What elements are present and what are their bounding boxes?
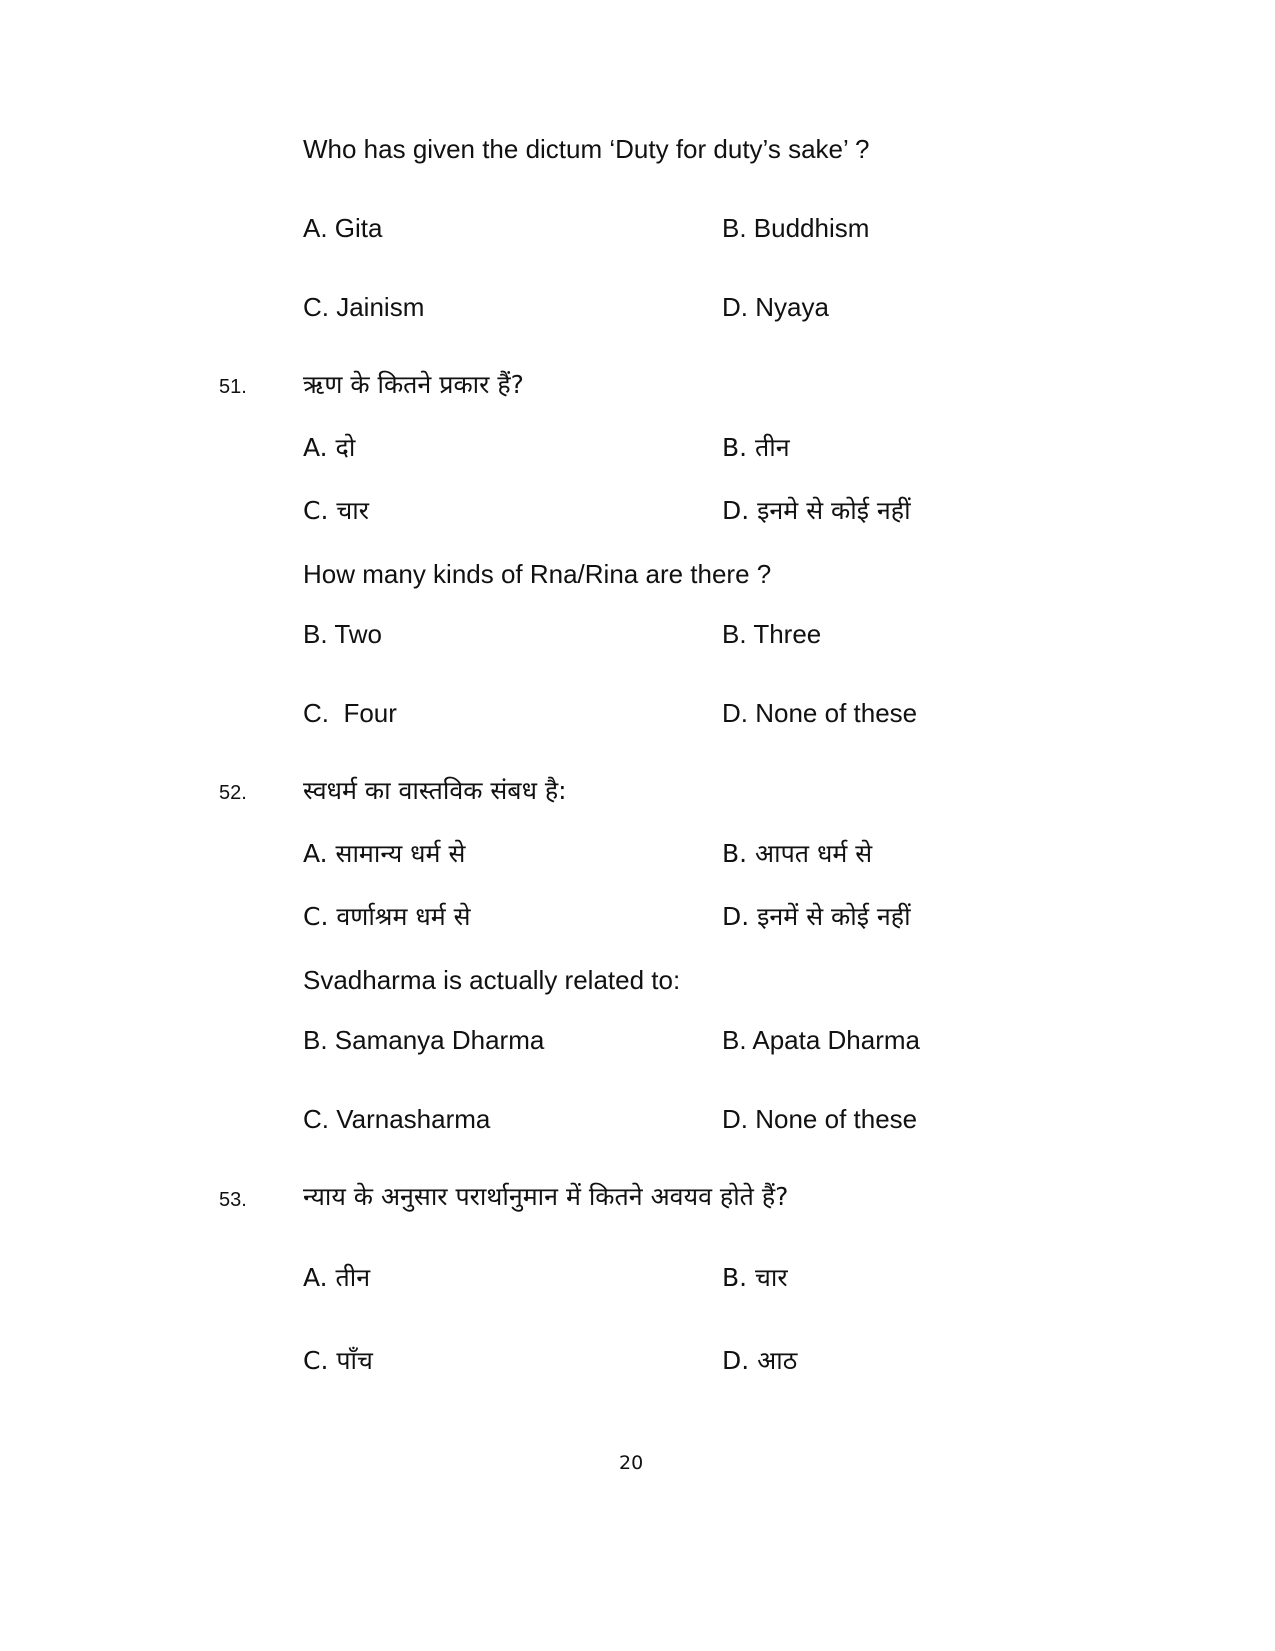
q51-option-c-en: C. Four [303, 698, 397, 728]
q52-option-c-hi: C. वर्णाश्रम धर्म से [303, 902, 471, 931]
q52-option-d-en: D. None of these [722, 1104, 918, 1134]
q50-option-d: D. Nyaya [722, 292, 829, 322]
q52-question-hi: स्वधर्म का वास्तविक संबध है: [303, 776, 567, 805]
q50-question-en: Who has given the dictum ‘Duty for duty’s sake’ ? [303, 134, 870, 164]
q51-option-a-hi: A. दो [303, 433, 356, 462]
q53-option-c-hi: C. पाँच [303, 1346, 373, 1375]
q51-option-a-en: B. Two [303, 619, 383, 649]
q53-option-d-hi: D. आठ [722, 1346, 798, 1375]
q51-option-b-hi: B. तीन [722, 433, 790, 462]
q50-option-b: B. Buddhism [722, 213, 870, 243]
q51-question-en: How many kinds of Rna/Rina are there ? [303, 559, 772, 589]
q52-option-d-hi: D. इनमें से कोई नहीं [722, 902, 911, 931]
q53-option-b-hi: B. चार [722, 1263, 788, 1292]
q52-option-a-hi: A. सामान्य धर्म से [303, 839, 466, 868]
q52-question-en: Svadharma is actually related to: [303, 965, 681, 995]
page-number: 20 [619, 1452, 644, 1474]
q53-question-hi: न्याय के अनुसार परार्थानुमान में कितने अवयव होते हैं? [303, 1182, 789, 1211]
q53-option-a-hi: A. तीन [303, 1263, 371, 1292]
q53-number: 53. [219, 1189, 247, 1211]
q52-number: 52. [219, 782, 247, 804]
q50-option-a: A. Gita [303, 213, 383, 243]
q52-option-b-en: B. Apata Dharma [722, 1025, 920, 1055]
q51-option-c-hi: C. चार [303, 496, 369, 525]
q50-option-c: C. Jainism [303, 292, 425, 322]
q51-option-b-en: B. Three [722, 619, 822, 649]
q51-number: 51. [219, 376, 247, 398]
q52-option-a-en: B. Samanya Dharma [303, 1025, 545, 1055]
q52-option-b-hi: B. आपत धर्म से [722, 839, 873, 868]
q52-option-c-en: C. Varnasharma [303, 1104, 491, 1134]
q51-option-d-hi: D. इनमे से कोई नहीं [722, 496, 911, 525]
q51-question-hi: ऋण के कितने प्रकार हैं? [303, 370, 524, 399]
q51-option-d-en: D. None of these [722, 698, 918, 728]
